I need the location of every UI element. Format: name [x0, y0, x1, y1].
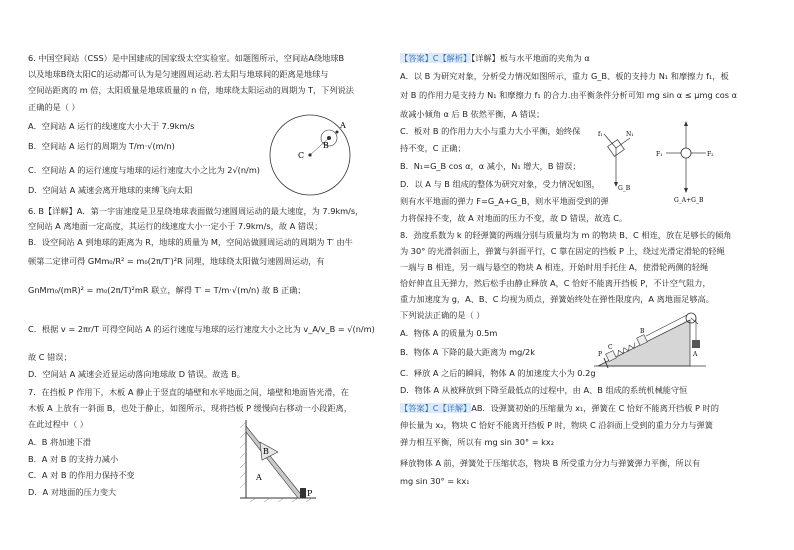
ramp-label-p: P	[307, 489, 313, 498]
a7-line-8: D．以 A 与 B 组成的整体为研究对象，受力情况如图，	[400, 179, 600, 189]
force-label-f1: f₁	[598, 131, 603, 138]
q6-text-line-3: 空间站距离的 m 倍，太阳质量是地球质量的 n 倍，地球绕太阳运动的周期为 T，下列说法	[28, 85, 354, 95]
a6-line-2: 空间站 A 离地面一定高度，其运行的线速度大小一定小于 7.9km/s，故 A 错误；	[28, 221, 323, 231]
a7-line-1	[400, 54, 590, 62]
a7-line-9: 则有水平地面的弹力 F=G_A+G_B，则水平地面受到的弹	[400, 196, 609, 206]
q8-text-line-3: 一端与 B 相连，另一端与悬空的物块 A 相连，开始时用手托住 A，使滑轮两侧的轻绳	[400, 262, 709, 272]
a7-line-2: A．以 B 为研究对象，分析受力情况如图所示，重力 G_B、板的支持力 N₁ 和摩擦力 f₁，板	[400, 71, 729, 81]
a8-line-4: 释放物体 A 前，弹簧处于压缩状态，物块 B 所受重力分力与弹簧弹力平衡，所以有	[400, 458, 701, 468]
q8-option-d: D．物体 A 从被释放到下降至最低点的过程中，由 A、B 组成的系统机械能守恒	[400, 385, 688, 395]
force-label-g: G_B	[618, 185, 631, 192]
orbit-label-a: A	[340, 121, 346, 130]
force-label-gagb: G_A+G_B	[674, 197, 704, 204]
a6-line-5: GnMm₀/(mR)² = m₀(2π/T)²mR 联立，解得 T′ = T/m·√(m/n) 故 B 正确；	[28, 285, 306, 295]
q8-text-line-2: 为 30° 的光滑斜面上，弹簧与斜面平行，C 靠在固定的挡板 P 上，绕过光滑定滑轮的轻绳	[400, 246, 725, 256]
force-diagram-system	[656, 118, 716, 208]
q8-text-line-1: 8．劲度系数为 k 的轻弹簧的两端分别与质量均为 m 的物块 B、C 相连，放在足够长的倾角	[400, 230, 732, 240]
a6-line-3: B．设空间站 A 到地球的距离为 R，地球的质量为 M，空间站做圆周运动的周期为 T′ 由牛	[28, 237, 353, 247]
a6-line-6: C．根据 v = 2πr/T 可得空间站 A 的运行速度与地球的运行速度大小之比为 v_A/v_B = √(n/m)	[28, 324, 375, 334]
a6-line-7: 故 C 错误；	[28, 352, 72, 362]
orbit-figure	[265, 110, 365, 200]
q7-text-line-3: 在此过程中（ ）	[28, 419, 88, 429]
incline-label-p: P	[598, 351, 603, 358]
q8-text-line-6: 下列说法正确的是（ ）	[400, 310, 485, 320]
a6-line-8: D．空间站 A 减速会近显运动落向地球故 D 错误。故选 B。	[28, 369, 245, 379]
a6-line-1: 6. B【详解】A．第一宇宙速度是卫星绕地球表面做匀速圆周运动的最大速度，为 7.9km/s，	[28, 206, 364, 216]
q6-text-line-1: 6. 中国空间站（CSS）是中国建成的国家级太空实验室。如题图所示，空间站A绕地球B	[28, 53, 345, 63]
q6-text-line-2: 以及地球B绕太阳C的运动都可认为是匀速圆周运动.若太阳与地球间的距离是地球与	[28, 69, 329, 79]
q8-option-b: B．物体 A 下降的最大距离为 mg/2k	[400, 347, 535, 357]
ramp-label-b: B	[263, 447, 269, 456]
ramp-figure	[238, 418, 318, 503]
a7-line-4: 故减小倾角 α 后 B 依然平衡，A 错误；	[400, 109, 545, 119]
a7-line-5: C．板对 B 的作用力大小与重力大小平衡，始终保	[400, 126, 581, 136]
q8-text-line-4: 恰好伸直且无弹力，然后松手由静止释放 A，C 恰好不能离开挡板 P，不计空气阻力，	[400, 278, 711, 288]
q8-option-c: C．释放 A 之后的瞬间，物体 A 的加速度大小为 0.2g	[400, 368, 596, 378]
orbit-label-b: B	[323, 141, 329, 150]
ramp-label-a: A	[256, 473, 262, 482]
a7-line-3: 对 B 的作用力是支持力 N₁ 和摩擦力 f₁ 的合力.由平衡条件分析可知 mg sin α ≤ μmg cos α	[400, 90, 738, 100]
a7-line-10: 力将保持不变，故 A 对地面的压力不变，故 D 错误，故选 C。	[400, 213, 628, 223]
q7-option-d: D．A 对地面的压力变大	[28, 487, 117, 497]
force-label-f1-system: F₁	[656, 151, 663, 158]
q6-option-d: D．空间站 A 减速会离开地球的束缚飞向太阳	[28, 185, 193, 195]
q8-option-a: A．物体 A 的质量为 0.5m	[400, 328, 498, 338]
a8-line-3: 弹力相互平衡，所以有 mg sin 30° = kx₂	[400, 437, 555, 447]
q8-text-line-5: 重力加速度为 g，A、B、C 均视为质点，弹簧始终处在弹性限度内，A 离地面足够高。	[400, 294, 714, 304]
a8-line-5: mg sin 30° = kx₁	[400, 476, 470, 486]
a8-answer-tag: 【答案】C【详解】	[400, 403, 472, 413]
a6-line-4: 顿第二定律可得 GMm₀/R² = m₀(2π/T′)²R 同理，地球绕太阳做匀速圆周运动，有	[28, 256, 325, 266]
a7-line-1-text: 【详解】板与水平地面的夹角为 α	[471, 53, 590, 63]
a8-line-1-text: AB．设弹簧初始的压缩量为 x₁，弹簧在 C 恰好不能离开挡板 P 时的	[471, 403, 719, 413]
q6-text-line-4: 正确的是（ ）	[28, 102, 80, 112]
incline-label-b: B	[640, 328, 645, 335]
q6-option-a: A．空间站 A 运行的线速度大小大于 7.9km/s	[28, 121, 195, 131]
q7-text-line-1: 7．在挡板 P 作用下，木板 A 静止于竖直的墙壁和水平地面之间，墙壁和地面皆光滑，在	[28, 387, 349, 397]
a7-answer-tag: 【答案】C【解析】	[400, 53, 472, 63]
q6-option-b: B．空间站 A 运行的周期为 T/m·√(m/n)	[28, 141, 175, 151]
incline-pulley-figure	[594, 302, 712, 372]
force-label-f2-system: F₂	[707, 151, 714, 158]
q7-option-b: B．A 对 B 的支持力减小	[28, 454, 119, 464]
force-diagram-b	[598, 132, 638, 192]
incline-label-a: A	[693, 351, 698, 358]
a7-line-6: 持不变，C 正确；	[400, 143, 466, 153]
a7-line-7: B．N₁=G_B cos α，α 减小，N₁ 增大，B 错误；	[400, 161, 581, 171]
orbit-label-c: C	[298, 151, 305, 160]
q7-option-a: A．B 将加速下滑	[28, 437, 91, 447]
q7-option-c: C．A 对 B 的作用力保持不变	[28, 470, 135, 480]
a8-line-1	[400, 404, 719, 412]
q7-text-line-2: 木板 A 上放有一斜面 B，也处于静止，如图所示，现将挡板 P 缓慢向右移动一小段距离，	[28, 403, 352, 413]
a8-line-2: 伸长量为 x₂，物块 C 恰好不能离开挡板 P 时，物块 C 沿斜面上受到的重力分力与弹簧	[400, 420, 713, 430]
incline-label-c: C	[608, 344, 613, 351]
q6-option-c: C．空间站 A 的运行速度与地球的运行速度大小之比为 2√(n/m)	[28, 165, 260, 175]
force-label-n1: N₁	[626, 131, 634, 138]
